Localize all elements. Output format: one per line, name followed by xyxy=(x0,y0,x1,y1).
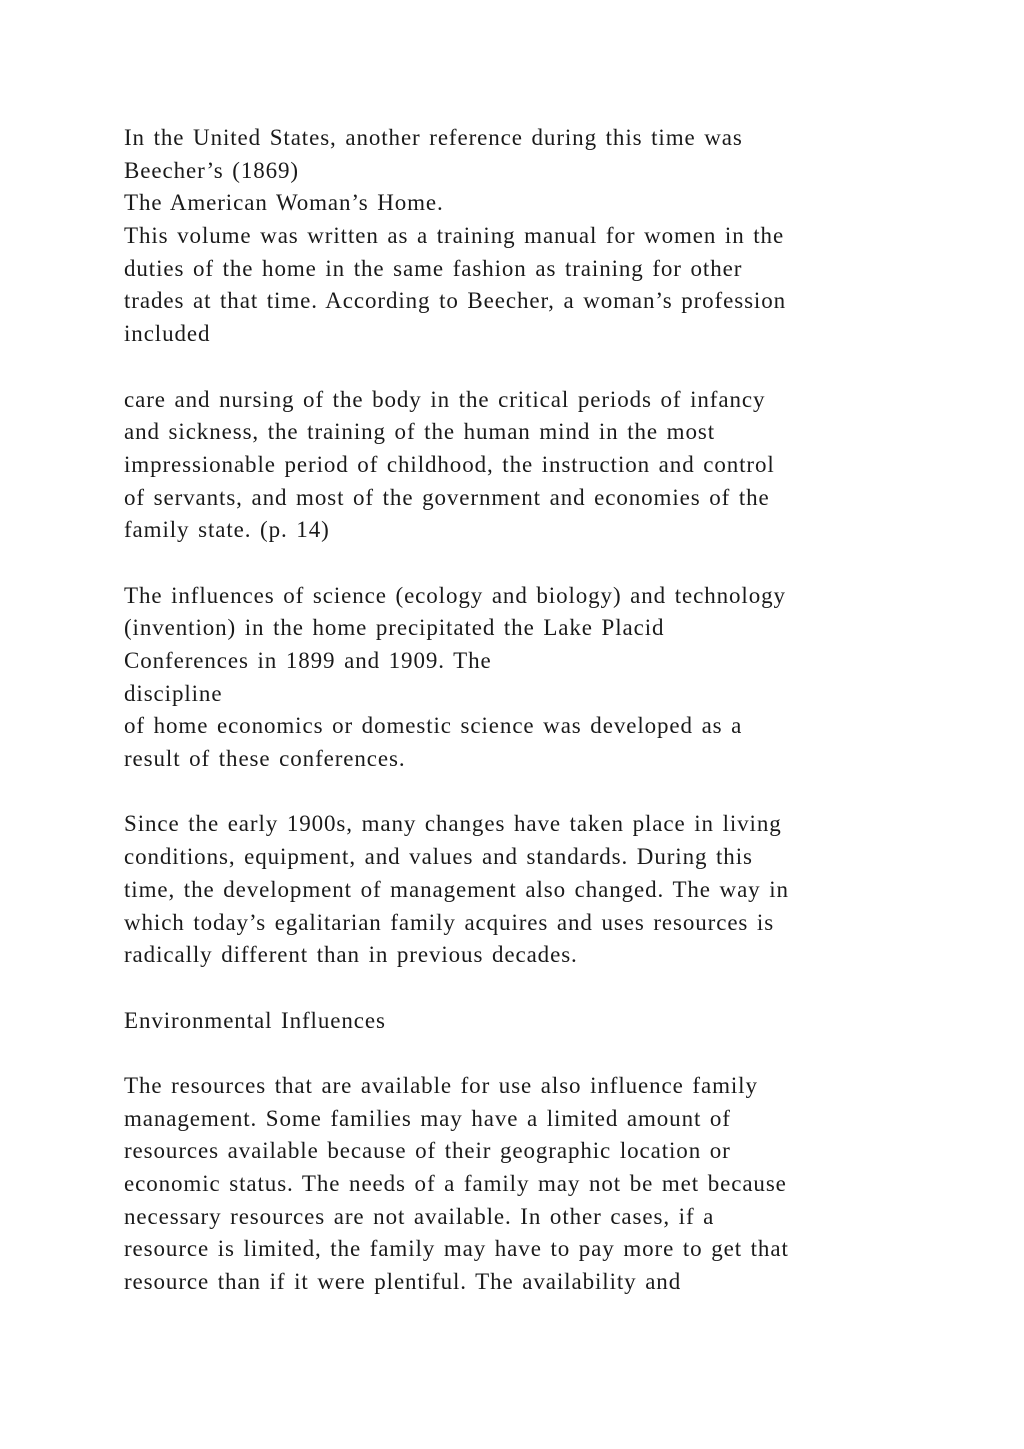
text-line: discipline xyxy=(124,680,223,706)
paragraph-gap xyxy=(124,1037,914,1070)
text-line: radically different than in previous decades. xyxy=(124,942,578,968)
text-line: result of these conferences. xyxy=(124,746,406,772)
text-line: conditions, equipment, and values and standards. During this xyxy=(124,844,753,870)
text-line: resource is limited, the family may have to pay more to get that xyxy=(124,1236,789,1262)
text-line: management. Some families may have a limited amount of xyxy=(124,1105,731,1131)
text-line: family state. (p. 14) xyxy=(124,517,330,543)
text-line: This volume was written as a training manual for women in the xyxy=(124,223,785,249)
text-line: The influences of science (ecology and biology) and technology xyxy=(124,582,786,608)
text-line: time, the development of management also changed. The way in xyxy=(124,876,789,902)
text-line: of home economics or domestic science was developed as a xyxy=(124,713,743,739)
text-line: included xyxy=(124,321,211,347)
text-line: Beecher’s (1869) xyxy=(124,157,299,183)
paragraph-gap xyxy=(124,972,914,1005)
paragraph-quote xyxy=(124,384,914,547)
document-page xyxy=(124,122,914,1299)
paragraph-gap xyxy=(124,776,914,809)
text-line: Since the early 1900s, many changes have taken place in living xyxy=(124,811,782,837)
text-line: of servants, and most of the government and economies of the xyxy=(124,484,770,510)
paragraph-beecher xyxy=(124,122,914,351)
text-line: impressionable period of childhood, the instruction and control xyxy=(124,451,775,477)
paragraph-gap xyxy=(124,547,914,580)
section-heading xyxy=(124,1005,914,1038)
paragraph-gap xyxy=(124,351,914,384)
text-line: care and nursing of the body in the critical periods of infancy xyxy=(124,386,766,412)
text-line: economic status. The needs of a family may not be met because xyxy=(124,1171,787,1196)
text-line: resource than if it were plentiful. The availability and xyxy=(124,1269,682,1295)
paragraph-lake-placid xyxy=(124,580,914,776)
text-line: resources available because of their geographic location or xyxy=(124,1138,731,1164)
text-line: The American Woman’s Home. xyxy=(124,190,444,216)
text-line: trades at that time. According to Beecher, a woman’s profession xyxy=(124,288,787,314)
paragraph-resources xyxy=(124,1070,914,1299)
text-line: The resources that are available for use also influence family xyxy=(124,1072,758,1098)
text-line: and sickness, the training of the human mind in the most xyxy=(124,419,716,445)
text-line: Conferences in 1899 and 1909. The xyxy=(124,648,492,673)
paragraph-changes xyxy=(124,808,914,971)
text-line: duties of the home in the same fashion as training for other xyxy=(124,255,743,281)
text-line: which today’s egalitarian family acquires and uses resources is xyxy=(124,909,775,935)
text-line: In the United States, another reference during this time was xyxy=(124,125,743,150)
text-line: (invention) in the home precipitated the Lake Placid xyxy=(124,615,665,641)
text-line: necessary resources are not available. In other cases, if a xyxy=(124,1203,715,1229)
heading-text: Environmental Influences xyxy=(124,1007,386,1033)
